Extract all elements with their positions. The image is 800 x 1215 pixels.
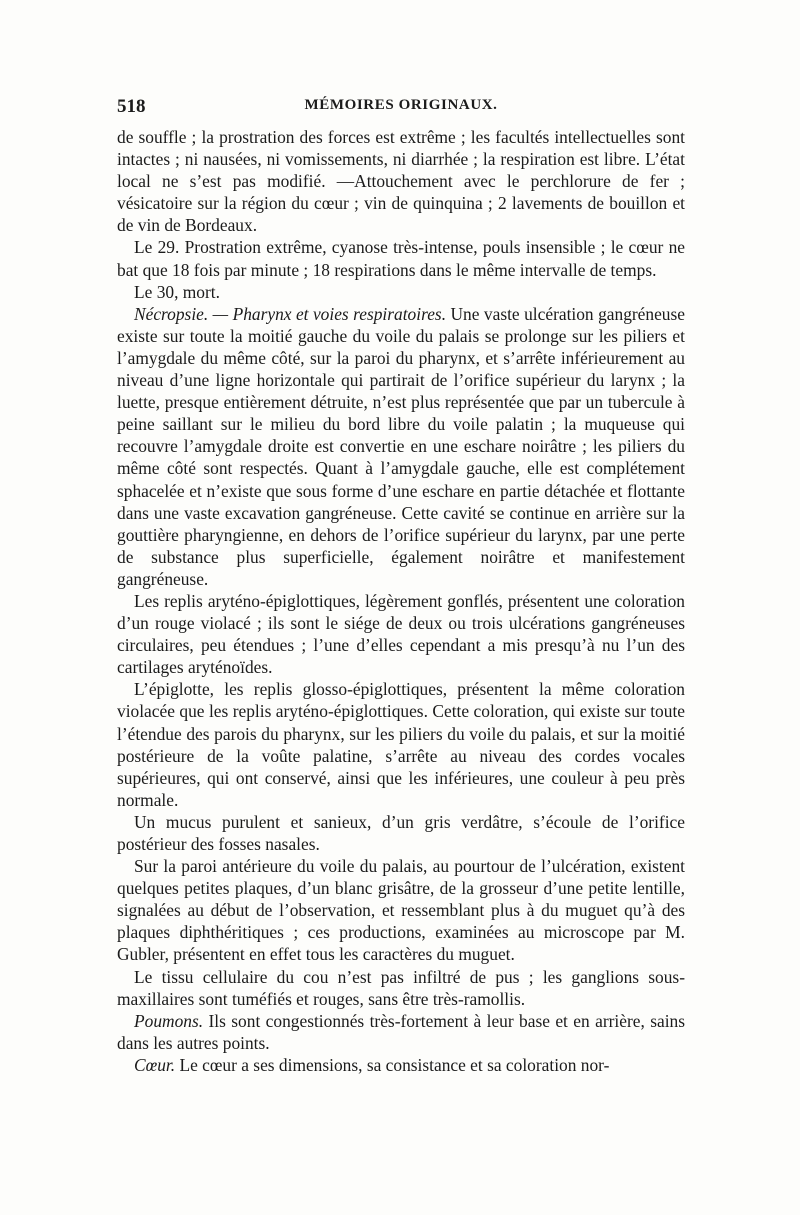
paragraph: [117, 590, 685, 678]
section-label: Poumons.: [134, 1010, 204, 1031]
paragraph: [117, 126, 685, 236]
paragraph-text: Le tissu cellulaire du cou n’est pas infiltré de pus ; les ganglions sous-maxillaires sont tuméfiés et rouges, sans être très-ramollis.: [117, 966, 685, 1009]
document-page: [117, 96, 685, 1076]
paragraph: [117, 236, 685, 280]
paragraph: [117, 855, 685, 965]
paragraph: [117, 678, 685, 811]
paragraph-text: Le 29. Prostration extrême, cyanose très-intense, pouls insensible ; le cœur ne bat que 18 fois par minute ; 18 respirations dans le même intervalle de temps.: [117, 237, 685, 280]
page-number: 518: [117, 96, 146, 117]
body-text: [117, 126, 685, 1076]
paragraph-text: Une vaste ulcération gangréneuse existe sur toute la moitié gauche du voile du palais se prolonge sur les piliers et l’amygdale du même côté, sur la paroi du pharynx, et s’arrête inférieurement au niveau d’une ligne horizontale qui partirait de l’orifice supérieur du larynx ; la luette, presque entièrement détruite, n’est plus représentée que par un tubercule à peine saillant sur le milieu du bord libre du voile palatin ; la muqueuse qui recouvre l’amygdale droite est convertie en une eschare noirâtre ; les piliers du même côté sont respectés. Quant à l’amygdale gauche, elle est complétement sphacelée et n’existe que sous forme d’une eschare en partie détachée et flottante dans une vaste excavation gangréneuse. Cette cavité se continue en arrière sur la gouttière pharyngienne, en dehors de l’orifice supérieur du larynx, par une perte de substance plus superficielle, également noirâtre et manifestement gangréneuse.: [117, 303, 685, 589]
paragraph-text: Ils sont congestionnés très-fortement à leur base et en arrière, sains dans les autres points.: [117, 1010, 685, 1053]
section-label: Cœur.: [134, 1054, 176, 1075]
paragraph: [117, 966, 685, 1010]
paragraph-text: de souffle ; la prostration des forces est extrême ; les facultés intellectuelles sont intactes ; ni nausées, ni vomissements, ni diarrhée ; la respiration est libre. L’état local ne s’est pas modifié. —Attouchement avec le perchlorure de fer ; vésicatoire sur la région du cœur ; vin de quinquina ; 2 lavements de bouillon et de vin de Bordeaux.: [117, 127, 685, 236]
paragraph: [117, 303, 685, 590]
section-label: Nécropsie. — Pharynx et voies respiratoires.: [134, 303, 447, 324]
paragraph: [117, 1010, 685, 1054]
paragraph: [117, 281, 685, 303]
paragraph: [117, 1054, 685, 1076]
paragraph-text: Le cœur a ses dimensions, sa consistance et sa coloration nor-: [175, 1054, 610, 1075]
paragraph-text: Un mucus purulent et sanieux, d’un gris verdâtre, s’écoule de l’orifice postérieur des fosses nasales.: [117, 811, 685, 854]
running-head: MÉMOIRES ORIGINAUX.: [304, 97, 498, 113]
paragraph-text: L’épiglotte, les replis glosso-épiglottiques, présentent la même coloration violacée que les replis aryténo-épiglottiques. Cette coloration, qui existe sur toute l’étendue des parois du pharynx, sur les piliers du voile du palais, et sur la moitié postérieure de la voûte palatine, s’arrête au niveau des cordes vocales supérieures, qui ont conservé, ainsi que les inférieures, une couleur à peu près normale.: [117, 679, 685, 810]
paragraph-text: Sur la paroi antérieure du voile du palais, au pourtour de l’ulcération, existent quelques petites plaques, d’un blanc grisâtre, de la grosseur d’une petite lentille, signalées au début de l’observation, et ressemblant plus à du muguet qu’à des plaques diphthéritiques ; ces productions, examinées au microscope par M. Gubler, présentent en effet tous les caractères du muguet.: [117, 856, 685, 965]
page-header: [117, 96, 685, 122]
paragraph-text: Le 30, mort.: [134, 281, 220, 302]
paragraph-text: Les replis aryténo-épiglottiques, légèrement gonflés, présentent une coloration d’un rouge violacé ; ils sont le siége de deux ou trois ulcérations gangréneuses circulaires, peu étendues ; l’une d’elles cependant a mis presqu’à nu l’un des cartilages aryténoïdes.: [117, 590, 685, 678]
paragraph: [117, 811, 685, 855]
